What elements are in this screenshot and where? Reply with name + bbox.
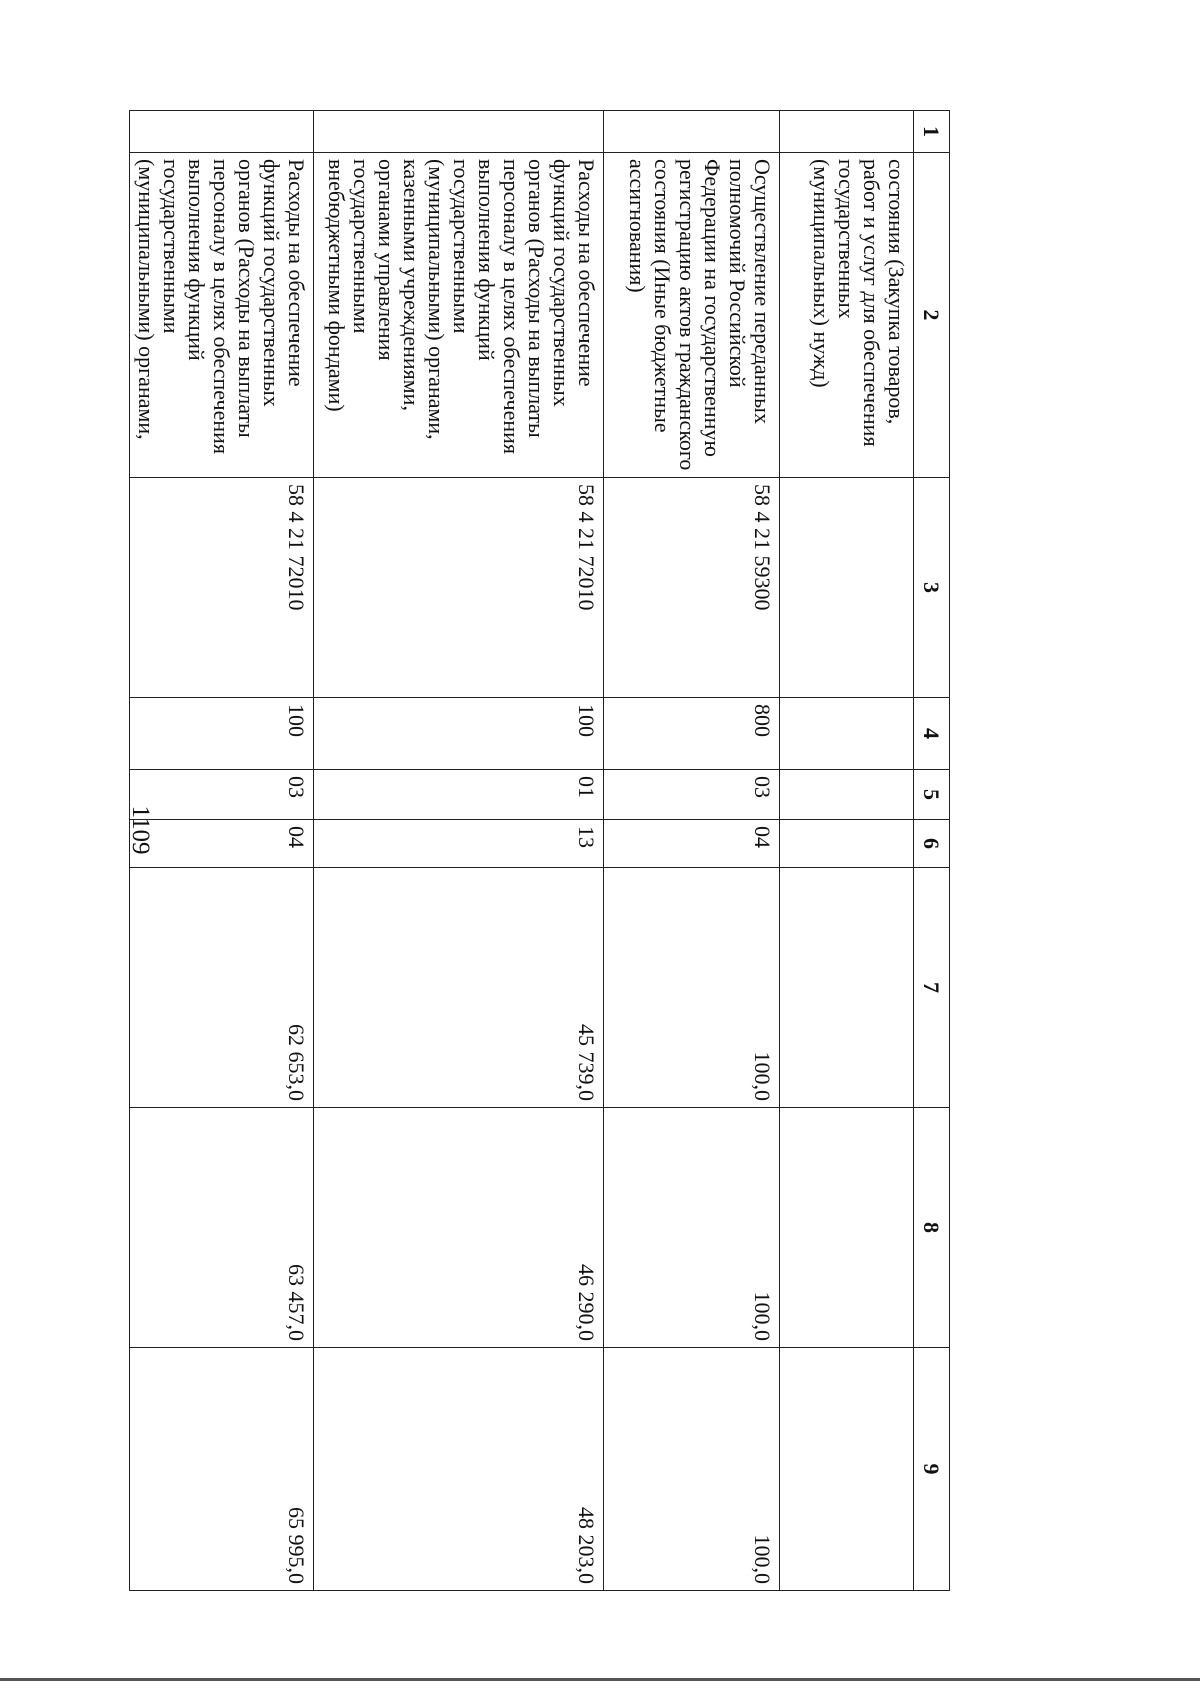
cell-amount-col9: 65 995,0 <box>130 1348 314 1591</box>
cell-amount-col7: 100,0 <box>604 868 780 1108</box>
cell-amount-col8: 46 290,0 <box>314 1108 604 1348</box>
cell-section: 01 <box>314 770 604 820</box>
table-row <box>604 111 780 1591</box>
cell-expense-type: 100 <box>130 698 314 770</box>
cell-expense-type: 100 <box>314 698 604 770</box>
cell-index <box>314 111 604 153</box>
cell-amount-col7 <box>780 868 914 1108</box>
cell-index <box>604 111 780 153</box>
column-header: 5 <box>914 770 950 820</box>
column-header: 8 <box>914 1108 950 1348</box>
column-header: 1 <box>914 111 950 153</box>
cell-index <box>780 111 914 153</box>
column-header: 9 <box>914 1348 950 1591</box>
cell-amount-col9: 100,0 <box>604 1348 780 1591</box>
cell-description: Расходы на обеспечение функций государственных органов (Расходы на выплаты персоналу в целях обеспечения выполнения функций государственными (муниципальными) органами, <box>130 153 314 478</box>
cell-amount-col9: 48 203,0 <box>314 1348 604 1591</box>
column-header: 2 <box>914 153 950 478</box>
cell-subsection: 04 <box>130 820 314 868</box>
cell-section <box>780 770 914 820</box>
cell-target-article: 58 4 21 59300 <box>604 478 780 698</box>
table-row <box>314 111 604 1591</box>
cell-section: 03 <box>604 770 780 820</box>
cell-amount-col7: 45 739,0 <box>314 868 604 1108</box>
cell-description: Расходы на обеспечение функций государственных органов (Расходы на выплаты персоналу в целях обеспечения выполнения функций государственными (муниципальными) органами, казенными учреждениями, органами управления государственными внебюджетными фондами) <box>314 153 604 478</box>
cell-subsection <box>780 820 914 868</box>
budget-table <box>129 110 950 1591</box>
column-header: 7 <box>914 868 950 1108</box>
cell-target-article: 58 4 21 72010 <box>130 478 314 698</box>
cell-expense-type: 800 <box>604 698 780 770</box>
column-header: 6 <box>914 820 950 868</box>
cell-index <box>130 111 314 153</box>
table-row <box>780 111 914 1591</box>
cell-amount-col7: 62 653,0 <box>130 868 314 1108</box>
column-header: 4 <box>914 698 950 770</box>
cell-subsection: 04 <box>604 820 780 868</box>
cell-description: Осуществление переданных полномочий Российской Федерации на государственную регистрацию актов гражданского состояния (Иные бюджетные ассигнования) <box>604 153 780 478</box>
cell-description: состояния (Закупка товаров, работ и услуг для обеспечения государственных (муниципальных) нужд) <box>780 153 914 478</box>
cell-expense-type <box>780 698 914 770</box>
cell-amount-col8 <box>780 1108 914 1348</box>
column-header: 3 <box>914 478 950 698</box>
page-number: 1109 <box>127 805 154 855</box>
table-header-row <box>914 111 950 1591</box>
cell-amount-col8: 100,0 <box>604 1108 780 1348</box>
cell-amount-col9 <box>780 1348 914 1591</box>
table-row <box>130 111 314 1591</box>
cell-section: 03 <box>130 770 314 820</box>
cell-target-article: 58 4 21 72010 <box>314 478 604 698</box>
scan-edge-line <box>0 1678 1200 1681</box>
cell-subsection: 13 <box>314 820 604 868</box>
cell-amount-col8: 63 457,0 <box>130 1108 314 1348</box>
cell-target-article <box>780 478 914 698</box>
